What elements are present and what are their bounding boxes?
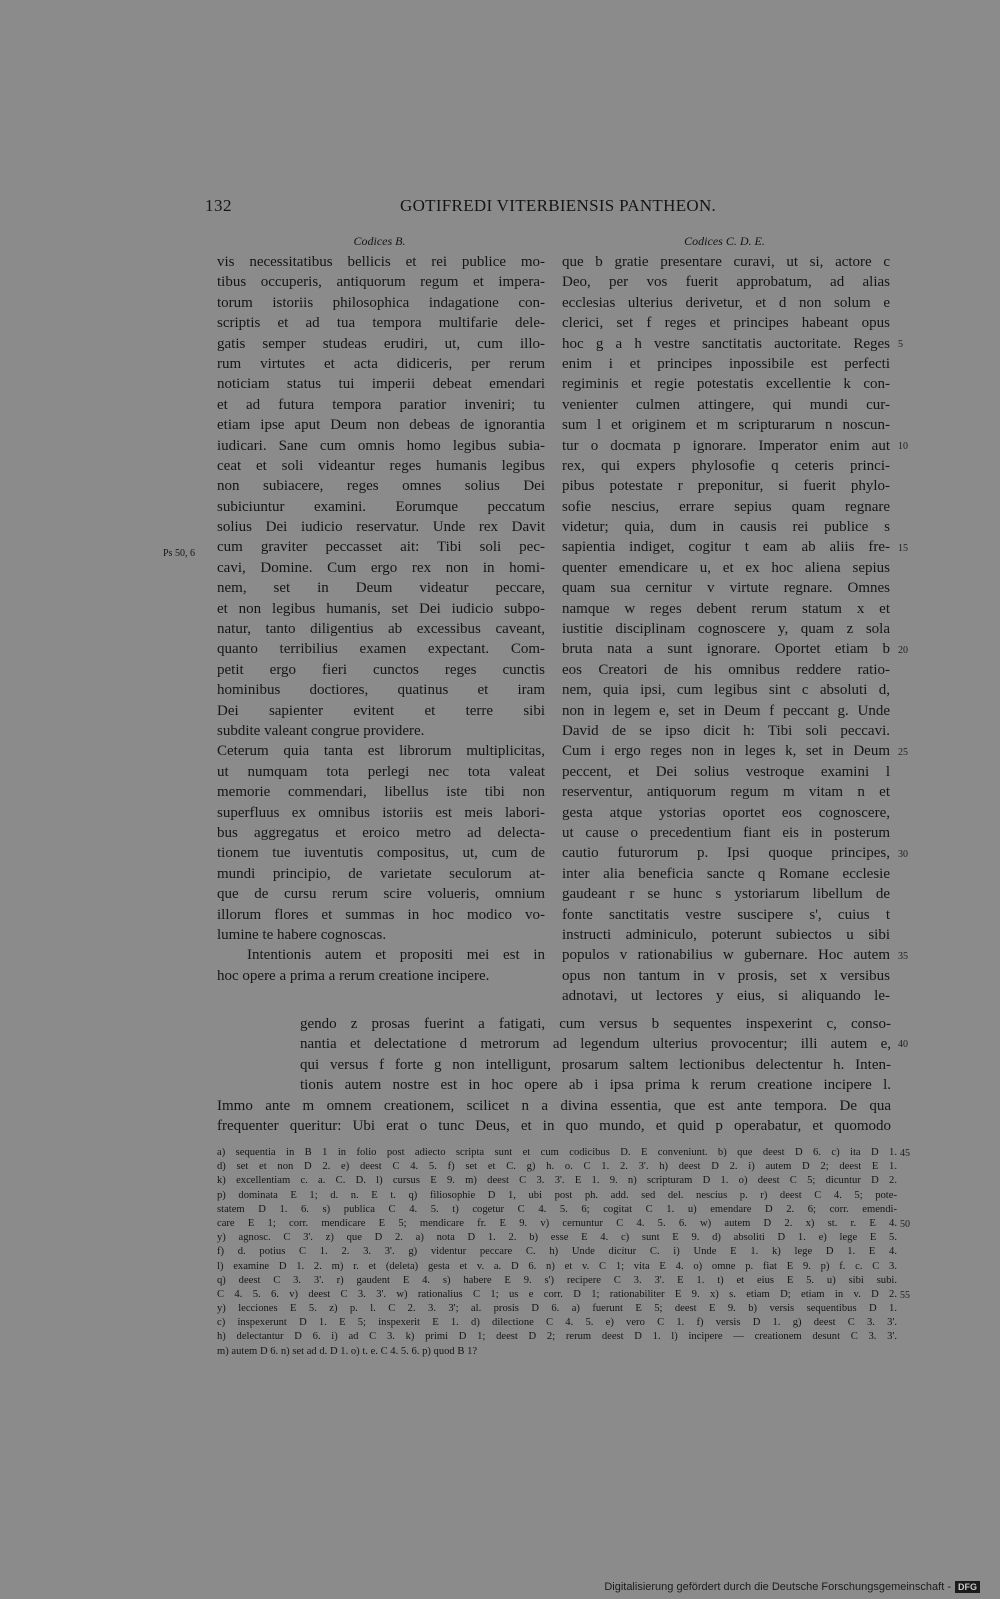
- full-width-text-block: [217, 1096, 891, 1137]
- text-line: Intentionis autem et propositi mei est in: [247, 947, 545, 964]
- text-line: opus non tantum in v prosis, set x versibus: [562, 967, 890, 984]
- digitization-credit: [604, 1581, 980, 1593]
- text-line: Dei sapienter evitent et terre sibi: [217, 702, 545, 719]
- text-line: noticiam status tui imperii debeat emendari: [217, 376, 545, 393]
- text-line: hoc opere a prima a rerum creatione incipere.: [217, 967, 490, 984]
- text-line: k) excellentiam c. a. C. D. l) cursus E 9. m) deest C 3. 3'. E 1. 9. n) scripturam D 1. o) deest C 5; dicuntur D 2.: [217, 1175, 897, 1187]
- right-column-text: [562, 252, 890, 1006]
- line-number: 15: [898, 542, 908, 554]
- left-column-text: [217, 252, 545, 986]
- text-line: namque w reges debent rerum statum x et: [562, 600, 890, 617]
- text-line: illorum flores et summas in hoc modico vo-: [217, 906, 545, 923]
- text-line: gendo z prosas fuerint a fatigati, cum versus b sequentes inspexerint c, conso-: [300, 1016, 891, 1032]
- text-line: fonte sanctitatis vestre suscipere s', cuius t: [562, 906, 890, 923]
- text-line: y) agnosc. C 3'. z) que D 2. a) nota D 1. 2. b) esse E 4. c) sunt E 9. d) absoliti D 1. e) lege E 5.: [217, 1232, 897, 1244]
- text-line: inter alia beneficia sancte q Romane ecclesie: [562, 865, 890, 882]
- text-line: m) autem D 6. n) set ad d. D 1. o) t. e. C 4. 5. 6. p) quod B 1?: [217, 1345, 478, 1357]
- text-line: enim i et principes inpossibile est perfecti: [562, 355, 890, 372]
- text-line: Immo ante m omnem creationem, scilicet n a divina essentia, que est ante tempora. De qua: [217, 1098, 891, 1114]
- text-line: nantia et delectatione d metrorum ad legendum ulterius provocentur; illi autem e,: [300, 1036, 891, 1053]
- running-title: GOTIFREDI VITERBIENSIS PANTHEON.: [400, 196, 717, 215]
- text-line: subiciuntur examini. Eorumque peccatum: [217, 498, 545, 515]
- text-line: tionis autem nostre est in hoc opere ab i ipsa prima k rerum creatione incipere l.: [300, 1077, 891, 1094]
- text-line: Deo, per vos fuerit approbatum, ad alias: [562, 274, 890, 291]
- text-line: rum virtutes et acta didiceris, per rerum: [217, 355, 545, 372]
- text-line: ut numquam tota perlegi nec tota valeat: [217, 763, 545, 780]
- text-line: scriptis et ad tua tempora multifarie dele-: [217, 315, 545, 332]
- margin-reference: Ps 50, 6: [163, 548, 195, 559]
- text-line: lumine te habere cognoscas.: [217, 926, 387, 943]
- text-line: natur, tanto diligentius ab excessibus caveant,: [217, 621, 545, 638]
- line-number: 40: [898, 1039, 908, 1051]
- text-line: regiminis et regie potestatis excellentie k con-: [562, 376, 890, 393]
- line-number: 50: [900, 1219, 910, 1230]
- text-line: y) lecciones E 5. z) p. l. C 2. 3. 3'; al. prosis D 6. a) fuerunt E 5; deest E 9. b) versis sequentibus D 1.: [217, 1303, 897, 1315]
- text-line: pibus potestate r preponitur, si fuerit phylo-: [562, 478, 890, 495]
- text-line: solius Dei iudicio reservatur. Unde rex Davit: [217, 519, 545, 536]
- text-line: tionem tue iuventutis compositus, ut, cum de: [217, 845, 545, 862]
- text-line: David de se ipso dicit h: Tibi soli peccavi.: [562, 722, 890, 739]
- wide-text-block: [300, 1014, 891, 1096]
- text-line: et non legibus humanis, set Dei iudicio subpo-: [217, 600, 545, 617]
- right-column-heading: Codices C. D. E.: [684, 234, 765, 248]
- text-line: memorie commendari, libellus iste tibi non: [217, 784, 545, 801]
- text-line: statem D 1. 6. s) publica C 4. 5. t) cogetur C 4. 5. 6; cogitat C 1. u) emendare D 2. 6; corr. emendi-: [217, 1203, 897, 1215]
- text-line: eos Creatori de his omnibus reddere ratio-: [562, 661, 890, 678]
- text-line: cautio futurorum p. Ipsi quoque principes,: [562, 845, 890, 862]
- text-line: iudicari. Sane cum omnis homo legibus subia-: [217, 437, 545, 454]
- text-line: a) sequentia in B 1 in folio post adiecto scripta sunt et cum codicibus D. E conveniunt. b) que deest D 6. c) ita D 1.: [217, 1147, 897, 1158]
- text-line: l) examine D 1. 2. m) r. et (deleta) gesta et v. a. D 6. n) et v. C 1; vita E 4. o) omne p. fiat E 9. p) f. c. C 3.: [217, 1260, 897, 1272]
- text-line: nem, set in Deum videatur peccare,: [217, 580, 545, 597]
- text-line: rex, qui expers phylosofie q ceteris princi-: [562, 457, 890, 474]
- text-line: quanto terribilius examen expectant. Com-: [217, 641, 545, 658]
- page-number: 132: [205, 196, 232, 215]
- text-line: adnotavi, ut lectores y eius, si aliquando le-: [562, 988, 890, 1005]
- text-line: hoc g a h vestre sanctitatis auctoritate. Reges: [562, 335, 890, 352]
- text-line: cavi, Domine. Cum ergo rex non in homi-: [217, 559, 545, 576]
- footnotes: [217, 1146, 897, 1359]
- text-line: torum istoriis philosophica indagatione con-: [217, 294, 545, 311]
- text-line: d) set et non D 2. e) deest C 4. 5. f) set et C. g) h. o. C 1. 2. 3'. h) deest D 2. i) autem D 2; deest E 1.: [217, 1161, 897, 1173]
- text-line: peccent, et Dei solius vestroque examini l: [562, 763, 890, 780]
- text-line: reserventur, antiquorum regum m vitam n et: [562, 784, 890, 801]
- text-line: frequenter queritur: Ubi erat o tunc Deus, et in quo mundo, et quid p operabatur, et quomodo: [217, 1118, 891, 1135]
- text-line: instructi adminiculo, poterunt subiectos u sibi: [562, 926, 890, 943]
- text-line: quam sua cernitur v virtute regnare. Omnes: [562, 580, 890, 597]
- text-line: subdite valeant congrue providere.: [217, 722, 425, 739]
- text-line: petit ergo fieri cunctos reges cunctis: [217, 661, 545, 678]
- text-line: tur o docmata p ignorare. Imperator enim aut: [562, 437, 890, 454]
- text-line: etiam ipse aput Deum non debeas de ignorantia: [217, 417, 545, 434]
- text-line: ceat et soli videantur reges humanis legibus: [217, 457, 545, 474]
- text-line: iustitie disciplinam cognoscere y, quam z sola: [562, 621, 890, 638]
- text-line: bus aggregatus et eroico metro ad delecta-: [217, 824, 545, 841]
- text-line: ut cause o precedentium fiant eis in posterum: [562, 824, 890, 841]
- text-line: videtur; quia, dum in causis rei publice s: [562, 519, 890, 536]
- text-line: h) delectantur D 6. i) ad C 3. k) primi D 1; deest D 2; rerum deest D 1. l) incipere — creationem desunt C 3. 3'.: [217, 1331, 897, 1343]
- text-line: gatis semper studeas erudiri, ut, cum illo-: [217, 335, 545, 352]
- text-line: et ad futura tempora paratior inveniri; tu: [217, 396, 545, 413]
- text-line: mundi principio, de varietate seculorum at-: [217, 865, 545, 882]
- line-number: 55: [900, 1290, 910, 1301]
- text-line: clerici, set f reges et principes habeant opus: [562, 315, 890, 332]
- text-line: nem, quia ipsi, cum legibus sint c absoluti d,: [562, 682, 890, 699]
- line-number: 35: [898, 950, 908, 962]
- page-header: [205, 196, 895, 222]
- text-line: non in legem e, set in Deum f peccant g. Unde: [562, 702, 890, 719]
- text-line: Cum i ergo reges non in leges k, set in Deum: [562, 743, 890, 760]
- text-line: non subiacere, reges omnes solius Dei: [217, 478, 545, 495]
- text-line: qui versus f forte g non intelligunt, prosarum saltem lectionibus delectentur h. Inten-: [300, 1056, 891, 1073]
- text-line: que b gratie presentare curavi, ut si, actore c: [562, 254, 890, 270]
- line-number: 10: [898, 440, 908, 452]
- text-line: cum graviter peccasset ait: Tibi soli pec-: [217, 539, 545, 556]
- text-line: que de cursu rerum scire volueris, omnium: [217, 886, 545, 903]
- text-line: venienter culmen attingere, qui mundi cur-: [562, 396, 890, 413]
- text-line: hominibus doctiores, quatinus et iram: [217, 682, 545, 699]
- line-number: 20: [898, 644, 908, 656]
- text-line: quenter emendicare u, et ex hoc aliena sepius: [562, 559, 890, 576]
- text-line: p) dominata E 1; d. n. E t. q) filiosophie D 1, ubi post ph. add. sed del. nescius p. r) deest C 4. 5; pote-: [217, 1189, 897, 1201]
- text-line: vis necessitatibus bellicis et rei publice mo-: [217, 254, 545, 270]
- text-line: gaudeant r se hunc s ystoriarum libellum de: [562, 886, 890, 903]
- text-line: ecclesias ulterius derivetur, et d non solum e: [562, 294, 890, 311]
- text-line: gesta atque ystorias oportet eos cognoscere,: [562, 804, 890, 821]
- line-number: 45: [900, 1148, 910, 1159]
- text-line: q) deest C 3. 3'. r) gaudent E 4. s) habere E 9. s') recipere C 3. 3'. E 1. t) et eius E 5. u) sibi subi.: [217, 1274, 897, 1286]
- text-line: bruta nata a sunt ignorare. Oportet etiam b: [562, 641, 890, 658]
- text-line: sofie nescius, errare sepius quam regnare: [562, 498, 890, 515]
- text-line: c) inspexerunt D 1. E 5; inspexerit E 1. d) dilectione C 4. 5. e) vero C 1. f) versis D 1. g) deest C 3. 3'.: [217, 1317, 897, 1329]
- text-line: Ceterum quia tanta est librorum multiplicitas,: [217, 743, 545, 760]
- text-line: sapientia indiget, cogitur t eam ab aliis fre-: [562, 539, 890, 556]
- line-number: 25: [898, 746, 908, 758]
- text-line: sum l et originem et m scripturarum n noscun-: [562, 417, 890, 434]
- text-line: C 4. 5. 6. v) deest C 3. 3'. w) rationalius C 1; us e corr. D 1; rationabiliter E 9. x) s. etiam D; etiam in v. D 2.: [217, 1288, 897, 1300]
- text-line: tibus occuperis, antiquorum regum et impera-: [217, 274, 545, 291]
- text-line: f) d. potius C 1. 2. 3. 3'. g) videntur peccare C. h) Unde dicitur C. i) Unde E 1. k) lege D 1. E 4.: [217, 1246, 897, 1258]
- text-line: populos v rationabilius w gubernare. Hoc autem: [562, 947, 890, 964]
- text-line: care E 1; corr. mendicare E 5; mendicare fr. E 9. v) cernuntur C 4. 5. 6. w) autem D 2. x) st. r. E 4.: [217, 1217, 897, 1229]
- line-number: 5: [898, 338, 903, 350]
- line-number: 30: [898, 848, 908, 860]
- dfg-logo: DFG: [955, 1581, 980, 1593]
- text-line: superfluus ex omnibus istoriis est meis labori-: [217, 804, 545, 821]
- left-column-heading: Codices B.: [353, 234, 406, 248]
- credit-text: Digitalisierung gefördert durch die Deutsche Forschungsgemeinschaft -: [604, 1581, 951, 1593]
